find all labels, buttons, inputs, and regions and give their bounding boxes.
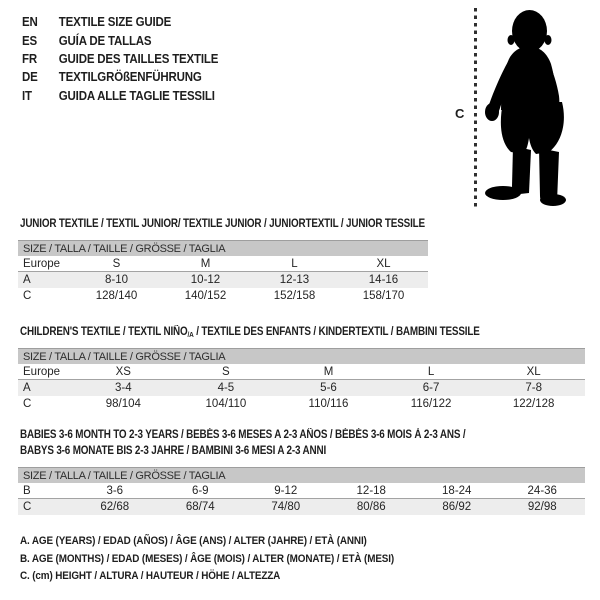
size-cell: XS: [115, 365, 131, 378]
size-cell: 92/98: [527, 501, 557, 513]
size-cell: 18-24: [442, 484, 472, 497]
size-cell: 24-36: [527, 484, 557, 497]
language-label: GUIDE DES TAILLES TEXTILE: [58, 51, 219, 66]
table-row-a: [18, 380, 585, 396]
footnote: B. AGE (MONTHS) / EDAD (MESES) / ÂGE (MOIS) / ALTER (MONATE) / ETÀ (MESI): [20, 552, 395, 565]
title-text: JUNIOR TEXTILE / TEXTIL JUNIOR/ TEXTILE JUNIOR / JUNIORTEXTIL / JUNIOR TESSILE: [20, 218, 425, 230]
height-measure-label: C: [455, 106, 465, 121]
language-label: GUIDA ALLE TAGLIE TESSILI: [58, 88, 215, 103]
table-title: [20, 427, 519, 459]
size-cell: 128/140: [95, 290, 138, 302]
size-cell: M: [323, 365, 334, 378]
size-cell: 3-6: [106, 484, 124, 497]
row-label: A: [23, 382, 31, 394]
footnote: C. (cm) HEIGHT / ALTURA / HAUTEUR / HÖHE / ALTEZZA: [20, 570, 281, 583]
table-row-c: [18, 288, 428, 304]
size-cell: 152/158: [273, 290, 316, 302]
size-cell: 104/110: [205, 398, 247, 410]
size-cell: 116/122: [410, 398, 452, 410]
size-cell: 5-6: [320, 382, 337, 394]
size-cell: 158/170: [362, 290, 405, 302]
size-cell: L: [427, 365, 435, 378]
size-cell: 74/80: [271, 501, 301, 513]
size-table: [18, 348, 585, 412]
size-cell: 12-13: [279, 274, 310, 286]
size-cell: 140/152: [184, 290, 227, 302]
size-table: [18, 467, 585, 515]
height-measure-line: [474, 8, 477, 207]
title-text: CHILDREN'S TEXTILE / TEXTIL NIÑO: [20, 326, 188, 338]
size-cell: 6-9: [191, 484, 209, 497]
size-cell: 12-18: [356, 484, 386, 497]
language-label: TEXTILE SIZE GUIDE: [58, 15, 172, 30]
table-title-line: [20, 443, 519, 459]
table-row-a: [18, 272, 428, 288]
size-cell: M: [200, 257, 211, 270]
row-label: A: [23, 274, 31, 286]
language-row: [22, 50, 218, 68]
size-cell: 98/104: [105, 398, 141, 410]
table-title-line: [20, 427, 519, 443]
table-row-europe: [18, 364, 585, 380]
size-table: [18, 240, 428, 304]
language-code: DE: [22, 70, 38, 85]
row-label: Europe: [23, 257, 61, 270]
size-cell: 80/86: [356, 501, 386, 513]
title-text: BABYS 3-6 MONATE BIS 2-3 JAHRE / BAMBINI 3-6 MESI A 2-3 ANNI: [20, 445, 327, 457]
table-title-line: [20, 324, 519, 343]
language-label: GUÍA DE TALLAS: [58, 33, 152, 48]
size-cell: 6-7: [422, 382, 440, 394]
language-row: [22, 13, 218, 31]
language-guide-header: [22, 13, 235, 105]
row-label: C: [23, 501, 32, 513]
language-code: IT: [22, 88, 32, 103]
language-code: FR: [22, 51, 37, 66]
size-cell: XL: [376, 257, 391, 270]
size-cell: 8-10: [104, 274, 129, 286]
size-cell: 4-5: [217, 382, 235, 394]
size-cell: 110/116: [308, 398, 349, 410]
language-row: [22, 87, 218, 105]
size-header-band: SIZE / TALLA / TAILLE / GRÖSSE / TAGLIA: [18, 467, 585, 483]
size-cell: S: [222, 365, 230, 378]
table-title: [20, 324, 519, 343]
row-label: C: [23, 290, 32, 302]
size-cell: 68/74: [185, 501, 215, 513]
table-row-b: [18, 483, 585, 499]
language-row: [22, 31, 218, 49]
row-label: Europe: [23, 365, 61, 378]
language-row: [22, 68, 218, 86]
table-row-c: [18, 396, 585, 412]
footnotes: [20, 533, 436, 586]
language-label: TEXTILGRÖßENFÜHRUNG: [58, 70, 202, 85]
size-cell: 7-8: [525, 382, 542, 394]
size-cell: 62/68: [100, 501, 130, 513]
size-cell: 9-12: [274, 484, 298, 497]
table-title: [20, 216, 519, 232]
language-code: EN: [22, 15, 38, 30]
size-cell: XL: [526, 365, 541, 378]
size-cell: 10-12: [190, 274, 221, 286]
language-code: ES: [22, 33, 37, 48]
size-cell: 86/92: [442, 501, 472, 513]
size-cell: 3-4: [114, 382, 132, 394]
footnote: A. AGE (YEARS) / EDAD (AÑOS) / ÂGE (ANS) / ALTER (JAHRE) / ETÀ (ANNI): [20, 535, 367, 547]
row-label: B: [23, 484, 31, 497]
table-row-c: [18, 499, 585, 515]
size-cell: L: [291, 257, 298, 270]
toddler-silhouette-icon: [483, 10, 569, 208]
title-text: BABIES 3-6 MONTH TO 2-3 YEARS / BEBÉS 3-6 MESES A 2-3 AÑOS / BÉBÉS 3-6 MOIS À 2-3 ANS /: [20, 429, 466, 441]
size-cell: 122/128: [512, 398, 555, 410]
size-cell: S: [112, 257, 121, 270]
row-label: C: [23, 398, 32, 410]
title-subscript: /A: [187, 330, 194, 339]
size-header-band: SIZE / TALLA / TAILLE / GRÖSSE / TAGLIA: [18, 348, 585, 364]
size-header-band: SIZE / TALLA / TAILLE / GRÖSSE / TAGLIA: [18, 240, 428, 256]
title-text: / TEXTILE DES ENFANTS / KINDERTEXTIL / BAMBINI TESSILE: [193, 326, 480, 338]
table-row-europe: [18, 256, 428, 272]
size-cell: 14-16: [368, 274, 399, 286]
table-title-line: [20, 216, 519, 232]
